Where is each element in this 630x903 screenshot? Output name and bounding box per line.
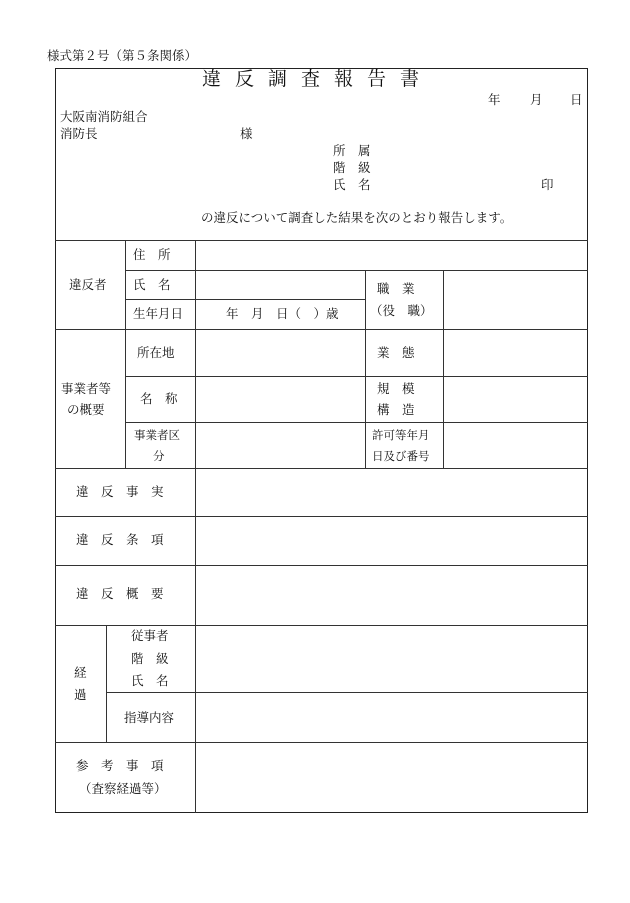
violation-facts-label: 違 反 事 実 (76, 484, 164, 499)
business-location-label: 所在地 (137, 345, 175, 360)
remarks-label-1: 参 考 事 項 (76, 758, 164, 773)
reporter-affiliation-label: 所 属 (333, 143, 371, 158)
birth-format: 年 月 日（ ）歳 (226, 306, 339, 321)
staff-label-2: 階 級 (131, 651, 169, 666)
business-section-label-2: の概要 (67, 402, 105, 417)
business-structure-label: 構 造 (377, 402, 415, 417)
remarks-label-2: （査察経過等） (79, 781, 167, 796)
date-year: 年 (488, 92, 501, 107)
form-label: 様式第２号（第５条関係） (47, 48, 198, 63)
staff-label-1: 従事者 (131, 628, 169, 643)
violator-name-label: 氏 名 (133, 277, 171, 292)
business-section-label-1: 事業者等 (61, 381, 112, 396)
seal-mark: 印 (541, 177, 554, 192)
violation-clause-label: 違 反 条 項 (76, 532, 164, 547)
business-category-label-1: 事業者区 (134, 428, 180, 442)
guidance-label: 指導内容 (124, 710, 175, 725)
violator-section-label: 違反者 (69, 277, 107, 292)
business-scale-label: 規 模 (377, 381, 415, 396)
permit-label-1: 許可等年月 (372, 428, 430, 442)
permit-label-2: 日及び番号 (372, 449, 430, 463)
business-category-label-2: 分 (153, 449, 165, 463)
business-type-label: 業 態 (377, 345, 415, 360)
recipient-honorific: 様 (240, 126, 253, 141)
staff-label-3: 氏 名 (131, 673, 169, 688)
date-day: 日 (570, 92, 583, 107)
occupation-label: 職 業 (377, 281, 415, 296)
violator-address-label: 住 所 (133, 247, 171, 262)
occupation-alt-label: （役 職） (370, 303, 433, 318)
violation-summary-label: 違 反 概 要 (76, 586, 164, 601)
intro-text: の違反について調査した結果を次のとおり報告します。 (201, 210, 513, 225)
reporter-rank-label: 階 級 (333, 160, 371, 175)
business-name-label: 名 称 (140, 391, 178, 406)
document-title: 違反調査報告書 (202, 68, 434, 90)
date-month: 月 (530, 92, 543, 107)
process-section-label-2: 過 (74, 687, 87, 702)
recipient-org: 大阪南消防組合 (60, 109, 148, 124)
recipient-position: 消防長 (60, 126, 98, 141)
process-section-label-1: 経 (74, 665, 87, 680)
violator-birth-label: 生年月日 (133, 306, 184, 321)
reporter-name-label: 氏 名 (333, 177, 371, 192)
